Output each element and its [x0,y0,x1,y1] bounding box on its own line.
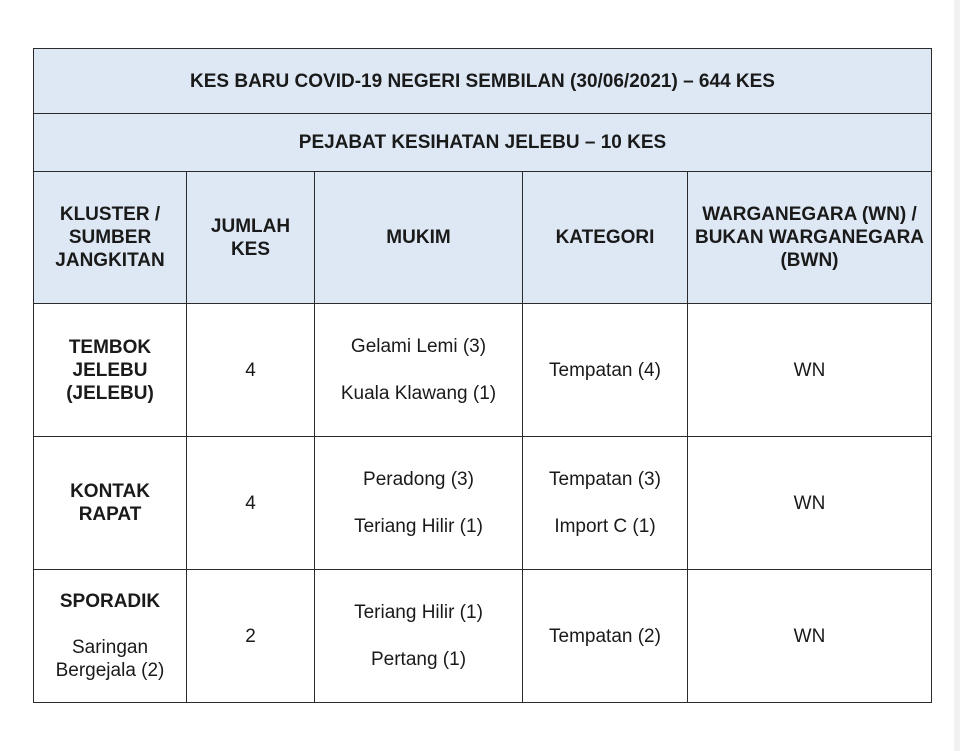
cluster-cell [34,437,187,570]
mukim-entry: Pertang (1) [370,649,467,670]
header-cases: JUMLAH KES [187,172,315,304]
cluster-subtext: Saringan Bergejala (2) [55,637,165,681]
category-cell [523,570,688,703]
header-citizenship: WARGANEGARA (WN) / BUKAN WARGANEGARA (BWN) [688,172,932,304]
scrollbar-track[interactable] [954,0,960,751]
category-cell [523,304,688,437]
header-cluster: KLUSTER / SUMBER JANGKITAN [34,172,187,304]
cluster-name: SPORADIK [59,591,161,612]
cases-cell: 4 [187,304,315,437]
mukim-cell [315,437,523,570]
covid-cases-table [33,48,932,703]
cluster-cell [34,304,187,437]
mukim-entry: Gelami Lemi (3) [350,336,487,357]
category-cell [523,437,688,570]
mukim-entry: Teriang Hilir (1) [354,602,483,623]
cases-cell: 2 [187,570,315,703]
cluster-name: TEMBOK JELEBU (JELEBU) [66,336,154,404]
cluster-name: KONTAK RAPAT [70,481,150,525]
mukim-entry: Peradong (3) [363,469,474,490]
mukim-cell [315,570,523,703]
subtitle-row [34,114,932,172]
citizenship-cell: WN [688,304,932,437]
header-row [34,172,932,304]
category-entry: Tempatan (3) [549,469,661,490]
document-page [33,48,931,703]
table-subtitle: PEJABAT KESIHATAN JELEBU – 10 KES [34,114,932,172]
category-entry: Tempatan (2) [549,625,661,647]
mukim-cell [315,304,523,437]
category-entry: Tempatan (4) [549,359,661,381]
table-row [34,437,932,570]
table-row [34,304,932,437]
citizenship-cell: WN [688,437,932,570]
table-title: KES BARU COVID-19 NEGERI SEMBILAN (30/06/2021) – 644 KES [34,49,932,114]
title-row [34,49,932,114]
category-entry: Import C (1) [554,516,656,537]
mukim-entry: Teriang Hilir (1) [354,516,483,537]
header-mukim: MUKIM [315,172,523,304]
citizenship-cell: WN [688,570,932,703]
cases-cell: 4 [187,437,315,570]
mukim-entry: Kuala Klawang (1) [340,383,497,404]
header-category: KATEGORI [523,172,688,304]
cluster-cell [34,570,187,703]
table-row [34,570,932,703]
